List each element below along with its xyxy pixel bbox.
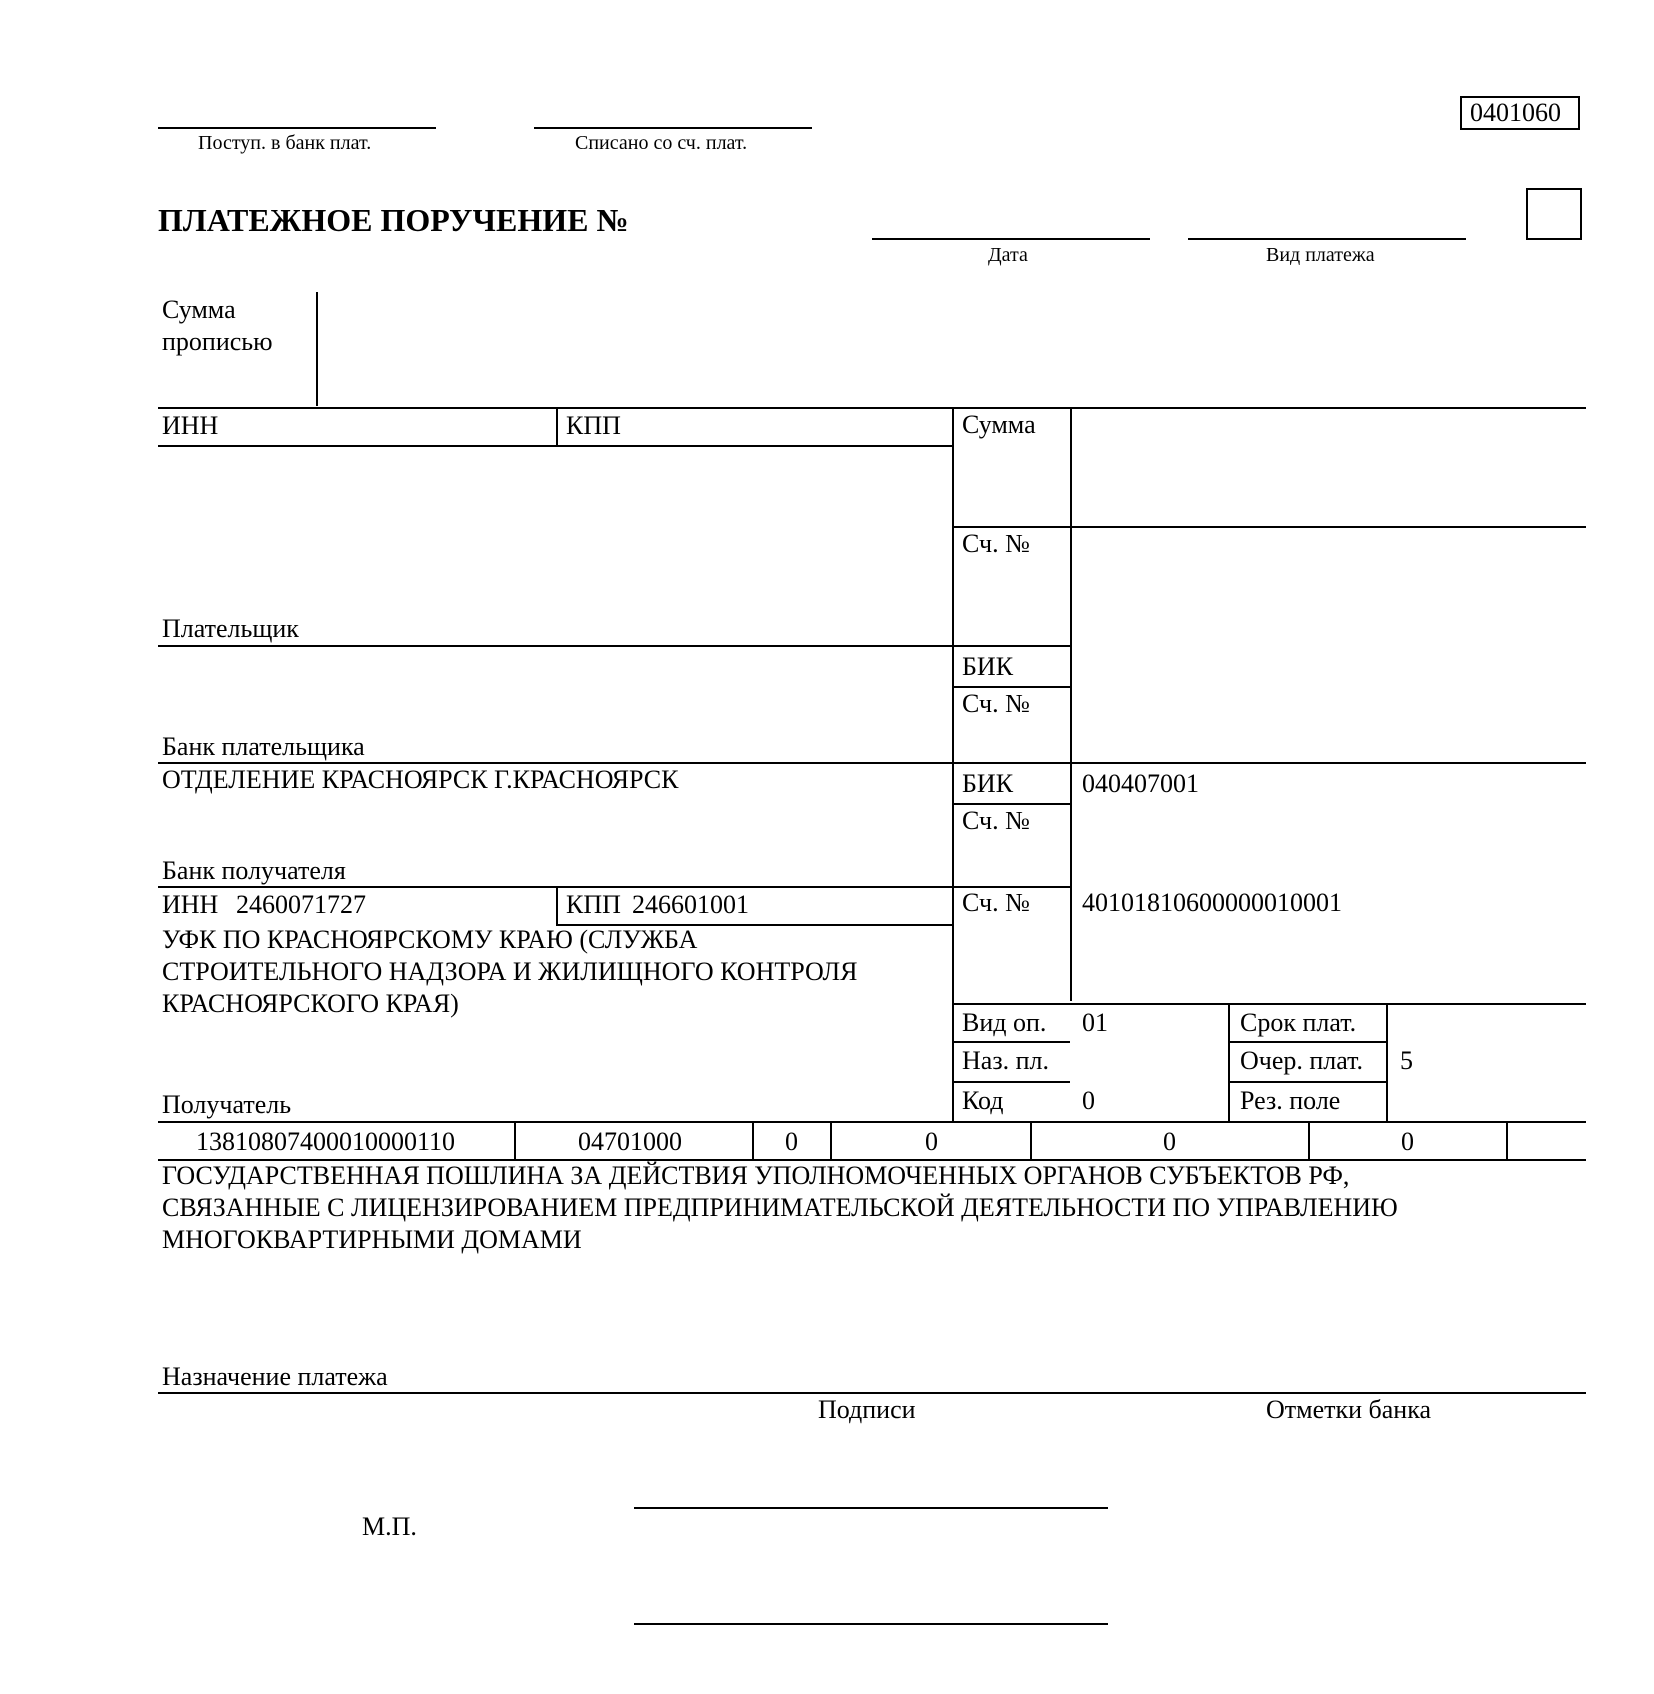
payer-bank-account-label: Сч. № xyxy=(962,689,1030,718)
payer-kpp-label: КПП xyxy=(566,411,621,440)
tax-oktmo: 04701000 xyxy=(578,1127,682,1156)
form-code: 0401060 xyxy=(1470,98,1561,127)
signature-line-1 xyxy=(634,1507,1108,1509)
op-row-line-2 xyxy=(952,1081,1070,1083)
recipient-name-line-3: КРАСНОЯРСКОГО КРАЯ) xyxy=(162,989,459,1018)
reserve-label: Рез. поле xyxy=(1240,1086,1341,1115)
recipient-label: Получатель xyxy=(162,1090,292,1119)
amount-words-label-1: Сумма xyxy=(162,295,236,324)
debited-line xyxy=(534,127,812,129)
purpose-line-3: МНОГОКВАРТИРНЫМИ ДОМАМИ xyxy=(162,1225,582,1254)
recipient-kpp: 246601001 xyxy=(632,890,749,919)
payer-inn-label: ИНН xyxy=(162,411,219,440)
amount-words-label-2: прописью xyxy=(162,327,273,356)
tax-divider-1 xyxy=(514,1121,516,1159)
purpose-code-label: Наз. пл. xyxy=(962,1046,1049,1075)
stamp-label: М.П. xyxy=(362,1512,417,1541)
code: 0 xyxy=(1082,1086,1095,1115)
recipient-account-label: Сч. № xyxy=(962,888,1030,917)
recipient-bank-name: ОТДЕЛЕНИЕ КРАСНОЯРСК Г.КРАСНОЯРСК xyxy=(162,765,679,794)
tax-basis: 0 xyxy=(785,1127,798,1156)
tax-divider-3 xyxy=(830,1121,832,1159)
page-title: ПЛАТЕЖНОЕ ПОРУЧЕНИЕ № xyxy=(158,202,629,238)
payment-type-line xyxy=(1188,238,1466,240)
recipient-inn-label: ИНН xyxy=(162,890,219,919)
date-label: Дата xyxy=(988,244,1028,266)
tax-doc-date: 0 xyxy=(1401,1127,1414,1156)
tax-divider-6 xyxy=(1506,1121,1508,1159)
tax-period: 0 xyxy=(925,1127,938,1156)
tax-top-line xyxy=(158,1121,1586,1123)
recipient-inn: 2460071727 xyxy=(236,890,366,919)
status-box xyxy=(1526,188,1582,240)
tax-divider-4 xyxy=(1030,1121,1032,1159)
recipient-bank-bik-line xyxy=(952,803,1070,805)
sum-bottom-line xyxy=(952,526,1586,528)
recipient-name-line-2: СТРОИТЕЛЬНОГО НАДЗОРА И ЖИЛИЩНОГО КОНТРОЛЯ xyxy=(162,957,858,986)
sum-label: Сумма xyxy=(962,410,1036,439)
payer-bank-label: Банк плательщика xyxy=(162,732,365,761)
recipient-bank-bottom-line xyxy=(158,886,1070,888)
payer-inn-kpp-divider xyxy=(556,407,558,445)
recipient-bank-account-label: Сч. № xyxy=(962,806,1030,835)
payer-bank-bik-line xyxy=(952,686,1070,688)
row-line-inn xyxy=(158,407,1586,409)
priority-label: Очер. плат. xyxy=(1240,1046,1364,1075)
recipient-account: 40101810600000010001 xyxy=(1082,888,1342,917)
label-col-right xyxy=(1070,407,1072,1001)
op-col-divider-2 xyxy=(1386,1003,1388,1121)
payer-account-label: Сч. № xyxy=(962,529,1030,558)
signature-line-2 xyxy=(634,1623,1108,1625)
recipient-name-line-1: УФК ПО КРАСНОЯРСКОМУ КРАЮ (СЛУЖБА xyxy=(162,925,698,954)
op-type-label: Вид оп. xyxy=(962,1008,1047,1037)
purpose-label: Назначение платежа xyxy=(162,1362,388,1391)
op-type: 01 xyxy=(1082,1008,1108,1037)
payer-label: Плательщик xyxy=(162,614,299,643)
bank-marks-label: Отметки банка xyxy=(1266,1395,1432,1424)
op-col-divider-1 xyxy=(1228,1003,1230,1121)
purpose-bottom-line xyxy=(158,1392,1586,1394)
recipient-bank-label: Банк получателя xyxy=(162,856,346,885)
op-row-line-1b xyxy=(1228,1041,1386,1043)
purpose-line-2: СВЯЗАННЫЕ С ЛИЦЕНЗИРОВАНИЕМ ПРЕДПРИНИМАТЕЛЬСКОЙ ДЕЯТЕЛЬНОСТИ ПО УПРАВЛЕНИЮ xyxy=(162,1193,1398,1222)
signatures-label: Подписи xyxy=(818,1395,916,1424)
payer-bottom-line xyxy=(158,645,1070,647)
row-line-inn-bottom xyxy=(158,445,952,447)
operation-top-line xyxy=(952,1003,1586,1005)
recipient-bank-bik-label: БИК xyxy=(962,769,1014,798)
date-line xyxy=(872,238,1150,240)
tax-doc-number: 0 xyxy=(1163,1127,1176,1156)
debited-label: Списано со сч. плат. xyxy=(575,132,748,154)
received-line xyxy=(158,127,436,129)
payer-bank-bottom-line xyxy=(158,762,1586,764)
due-date-label: Срок плат. xyxy=(1240,1008,1357,1037)
tax-kbk: 13810807400010000110 xyxy=(196,1127,456,1156)
label-col-left xyxy=(952,407,954,1121)
received-label: Поступ. в банк плат. xyxy=(198,132,372,154)
tax-divider-2 xyxy=(752,1121,754,1159)
recipient-bank-bik: 040407001 xyxy=(1082,769,1199,798)
op-row-line-1 xyxy=(952,1041,1070,1043)
payer-bank-bik-label: БИК xyxy=(962,652,1014,681)
purpose-line-1: ГОСУДАРСТВЕННАЯ ПОШЛИНА ЗА ДЕЙСТВИЯ УПОЛНОМОЧЕННЫХ ОРГАНОВ СУБЪЕКТОВ РФ, xyxy=(162,1161,1350,1190)
tax-divider-5 xyxy=(1308,1121,1310,1159)
recipient-kpp-label: КПП xyxy=(566,890,621,919)
payment-type-label: Вид платежа xyxy=(1266,244,1375,266)
code-label: Код xyxy=(962,1086,1004,1115)
recipient-inn-kpp-divider xyxy=(556,886,558,924)
priority: 5 xyxy=(1400,1046,1413,1075)
amount-words-divider xyxy=(316,292,318,406)
op-row-line-2b xyxy=(1228,1081,1386,1083)
